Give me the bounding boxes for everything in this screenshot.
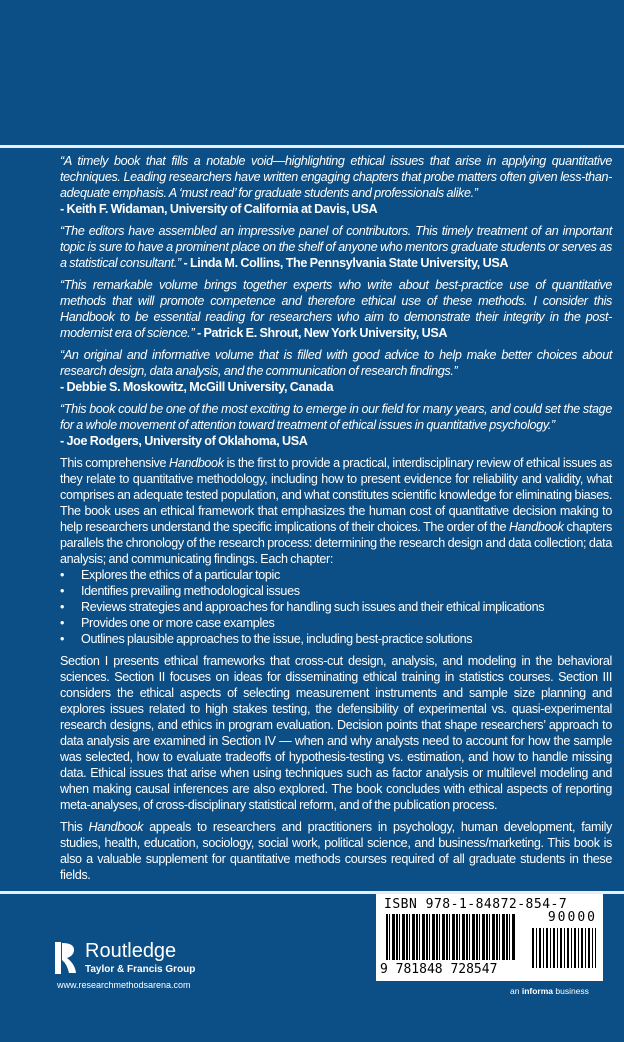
description-intro (60, 455, 612, 567)
text: informa (521, 986, 553, 996)
barcode-bars (386, 914, 516, 960)
text: Handbook (169, 456, 224, 470)
text: This comprehensive (60, 456, 170, 470)
quote-text: “The editors have assembled an impressive panel of contributors. This timely treatment of an important topic is sure to have a prominent place on the shelf of anyone who mentors graduate students or serves as a statistical consultant.” (60, 224, 612, 270)
text: appeals to researchers and practitioners in psychology, human development, family studies, health, education, sociology, social work, political science, and business/marketing. This book is also a valuable supplement for quantitative methods courses required of all graduate students in these fields. (60, 820, 612, 882)
publisher-name: Routledge (85, 940, 177, 962)
quote-text: “This remarkable volume brings together experts who write about best-practice use of quantitative methods that will promote competence and therefore ethical use of these methods. I consider this Handbook to be essential reading for researchers who aim to demonstrate their integrity in the post-modernist era of science.” (60, 278, 612, 340)
text: chapters parallels the chronology of the research process: determining the research design and data collection; data analysis; and communicating findings. Each chapter: (60, 520, 612, 566)
isbn-barcode (376, 894, 603, 981)
endorsement (60, 277, 612, 341)
informa-tagline (510, 986, 589, 996)
quote-author: - Debbie S. Moskowitz, McGill University, Canada (60, 380, 334, 394)
publisher-url[interactable]: www.researchmethodsarena.com (57, 980, 191, 990)
quote-author: - Linda M. Collins, The Pennsylvania State University, USA (183, 256, 509, 270)
endorsement (60, 153, 612, 217)
quote-author: - Patrick E. Shrout, New York University, USA (196, 326, 448, 340)
text: an (510, 986, 522, 996)
routledge-r-icon (55, 942, 77, 974)
endorsement (60, 347, 612, 395)
quote-text: “This book could be one of the most exciting to emerge in our field for many years, and could set the stage for a whole movement of attention toward treatment of ethical issues in quantitative psychology.” (60, 402, 612, 432)
list-item: • Reviews strategies and approaches for handling such issues and their ethical implications (60, 599, 612, 615)
text: business (553, 986, 589, 996)
cover-footer (0, 894, 624, 1042)
quote-text: “An original and informative volume that is filled with good advice to help make better choices about research design, data analysis, and the communication of research findings.” (60, 348, 612, 378)
quote-text: “A timely book that fills a notable void—highlighting ethical issues that arise in applying quantitative techniques. Leading researchers have written engaging chapters that probe matters often given less-than-adequate emphasis. A ‘must read’ for graduate students and professionals alike.” (60, 154, 612, 200)
text: is the first to provide a practical, interdisciplinary review of ethical issues as they relate to quantitative methodology, including how to present evidence for reliability and validity, what comprises an adequate tested population, and what constitutes scientific knowledge for eliminating biases. The book uses an ethical framework that emphasizes the human cost of quantitative decision making to help researchers understand the specific implications of their choices. The order of the (60, 456, 612, 534)
chapter-features-list (60, 567, 612, 647)
cover-text (60, 153, 612, 891)
endorsement (60, 223, 612, 271)
publisher-group: Taylor & Francis Group (85, 964, 196, 975)
description-audience (60, 819, 612, 883)
list-item: • Outlines plausible approaches to the issue, including best-practice solutions (60, 631, 612, 647)
divider-top (0, 145, 624, 148)
list-item: • Identifies prevailing methodological issues (60, 583, 612, 599)
description-sections: Section I presents ethical frameworks that cross-cut design, analysis, and modeling in the behavioral sciences. Section II focuses on ideas for disseminating ethical training in statistics courses. Section III considers the ethical aspects of selecting measurement instruments and sample size planning and explores issues related to high stakes testing, the defensibility of experimental vs. quasi-experimental research designs, and ethics in program evaluation. Decision points that shape researchers’ approach to data analysis are examined in Section IV — when and why analysts need to account for how the sample was selected, how to evaluate tradeoffs of hypothesis-testing vs. estimation, and how to handle missing data. Ethical issues that arise when using techniques such as factor analysis or multilevel modeling and when making causal inferences are also explored. The book concludes with ethical aspects of reporting meta-analyses, of cross-disciplinary statistical reform, and of the publication process. (60, 654, 612, 812)
ean-text: 9 781848 728547 (380, 962, 498, 977)
quote-author: - Keith F. Widaman, University of California at Davis, USA (60, 202, 378, 216)
isbn-text: ISBN 978-1-84872-854-7 (384, 897, 568, 912)
text: Handbook (88, 820, 144, 834)
list-item: • Provides one or more case examples (60, 615, 612, 631)
text: Handbook (509, 520, 564, 534)
price-code: 90000 (547, 910, 597, 925)
endorsement (60, 401, 612, 449)
quote-author: - Joe Rodgers, University of Oklahoma, USA (60, 434, 308, 448)
price-barcode-bars (532, 928, 596, 968)
routledge-logo (55, 942, 215, 994)
text: This (60, 820, 89, 834)
list-item: • Explores the ethics of a particular topic (60, 567, 612, 583)
